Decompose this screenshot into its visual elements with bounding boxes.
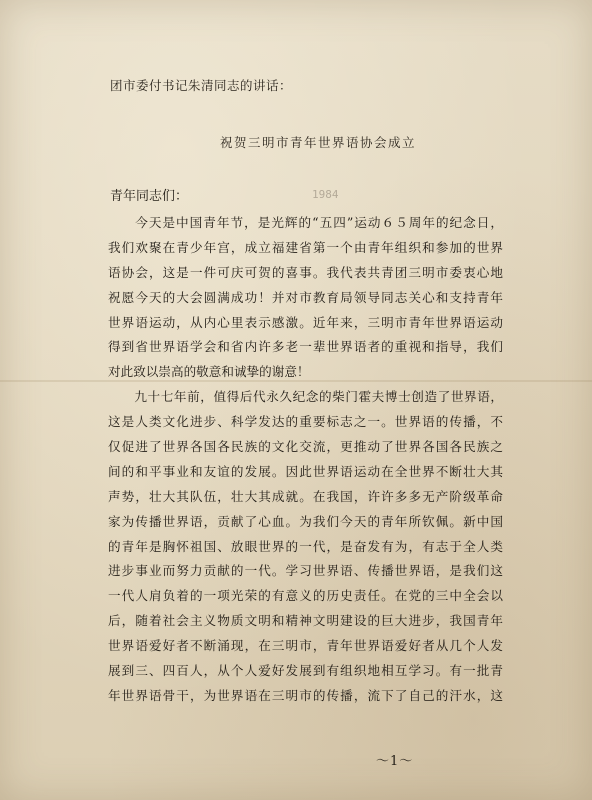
body-line: 后，随着社会主义物质文明和精神文明建设的巨大进步，我国青年 xyxy=(108,613,503,629)
body-line: 世界语爱好者不断涌现，在三明市，青年世界语爱好者从几个人发 xyxy=(108,638,503,654)
stamp-mark: 1984 xyxy=(312,188,339,201)
body-line: 的青年是胸怀祖国、放眼世界的一代，是奋发有为，有志于全人类 xyxy=(108,538,503,554)
body-line: 今天是中国青年节，是光辉的“五四”运动６５周年的纪念日， xyxy=(108,215,503,230)
body-line: 祝愿今天的大会圆满成功！并对市教育局领导同志关心和支持青年 xyxy=(108,289,503,305)
greeting: 青年同志们： xyxy=(110,189,189,204)
body-line: 对此致以崇高的敬意和诚挚的谢意！ xyxy=(108,364,310,380)
body-line: 这是人类文化进步、科学发达的重要标志之一。世界语的传播，不 xyxy=(108,414,503,430)
page-number: ～1～ xyxy=(376,754,414,769)
body-line: 语协会，这是一件可庆可贺的喜事。我代表共青团三明市委衷心地 xyxy=(108,264,503,280)
body-line: 一代人肩负着的一项光荣的有意义的历史责任。在党的三中全会以 xyxy=(108,588,503,604)
body-line: 仅促进了世界各国各民族的文化交流，更推动了世界各国各民族之 xyxy=(108,439,503,455)
body-text xyxy=(108,211,503,709)
body-line: 间的和平事业和友谊的发展。因此世界语运动在全世界不断壮大其 xyxy=(108,463,503,479)
body-line: 九十七年前，值得后代永久纪念的柴门霍夫博士创造了世界语， xyxy=(108,389,503,405)
body-line: 我们欢聚在青少年宫，成立福建省第一个由青年组织和参加的世界 xyxy=(108,239,503,255)
body-line: 声势，壮大其队伍，壮大其成就。在我国，许许多多无产阶级革命 xyxy=(108,488,503,504)
body-line: 世界语运动，从内心里表示感激。近年来，三明市青年世界语运动 xyxy=(108,314,503,330)
document-title: 祝贺三明市青年世界语协会成立 xyxy=(220,135,417,150)
body-line: 得到省世界语学会和省内许多老一辈世界语者的重视和指导，我们 xyxy=(108,339,503,355)
body-line: 进步事业而努力贡献的一代。学习世界语、传播世界语，是我们这 xyxy=(108,563,503,579)
body-line: 展到三、四百人，从个人爱好发展到有组织地相互学习。有一批青 xyxy=(108,663,503,679)
speaker-line: 团市委付书记朱清同志的讲话： xyxy=(110,78,293,93)
body-line: 年世界语骨干，为世界语在三明市的传播，流下了自己的汗水，这 xyxy=(108,687,503,703)
body-line: 家为传播世界语，贡献了心血。为我们今天的青年所钦佩。新中国 xyxy=(108,513,503,529)
